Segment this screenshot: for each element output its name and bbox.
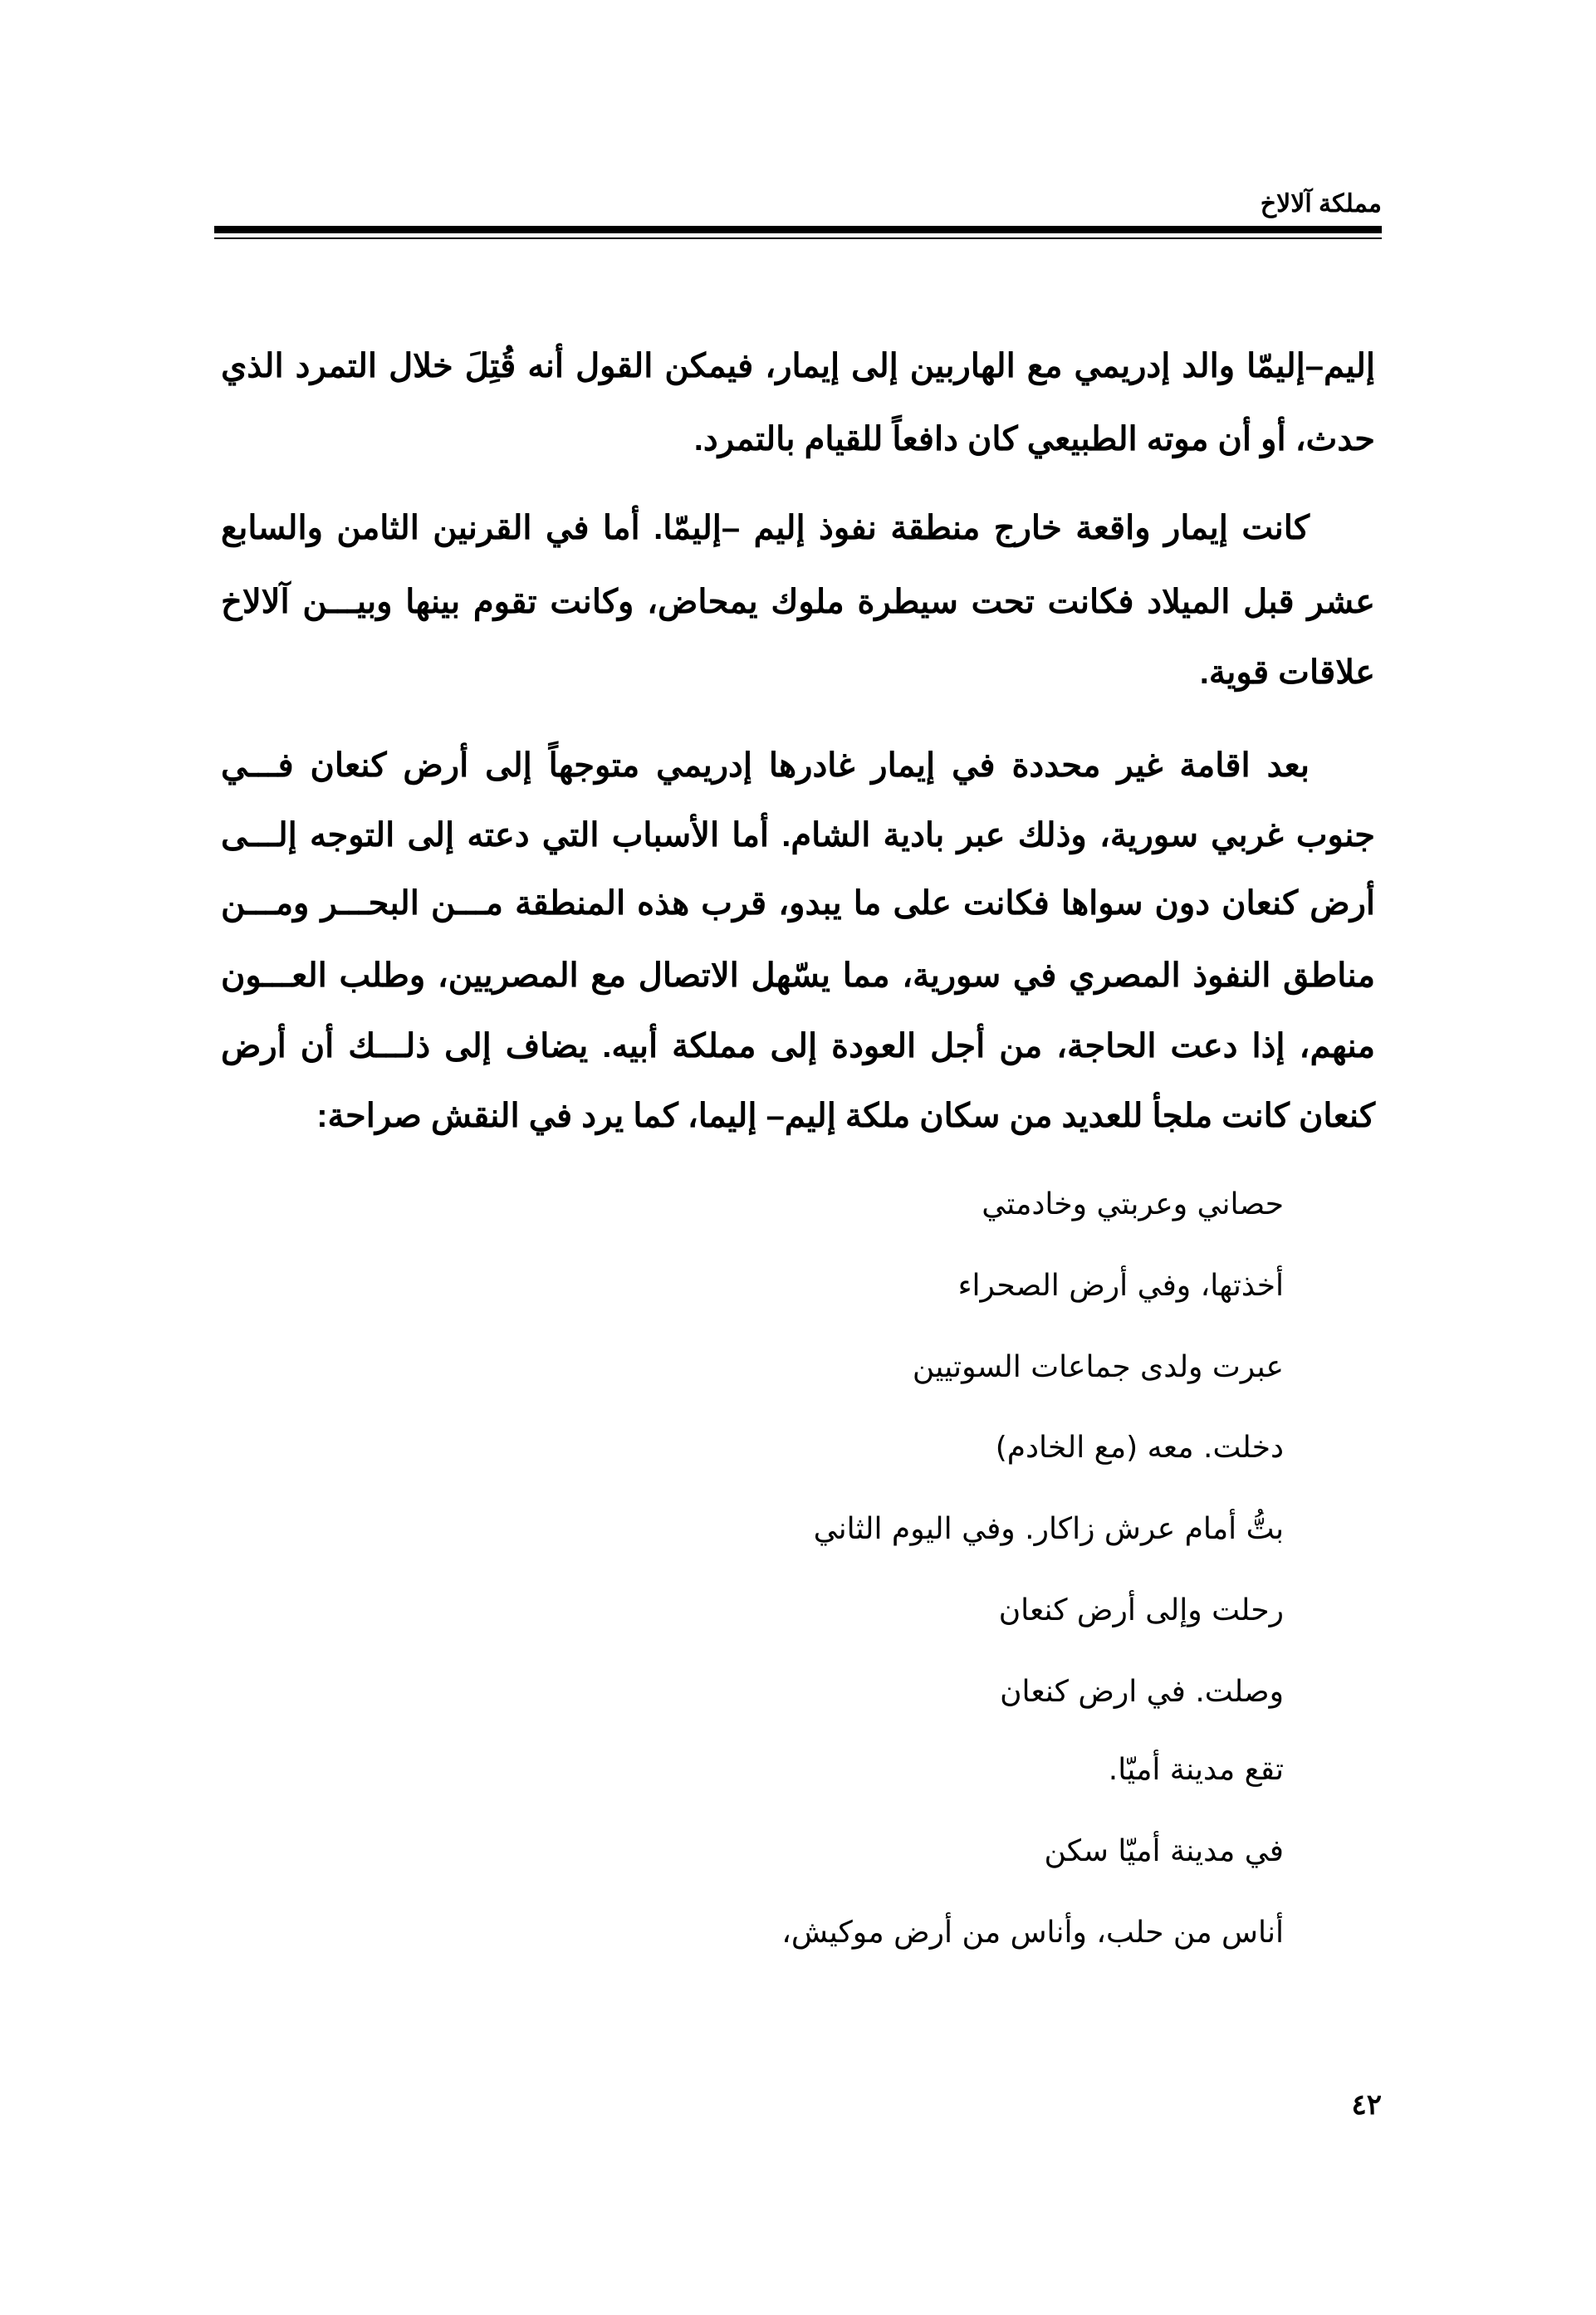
poem-line: رحلت وإلى أرض كنعان xyxy=(998,1593,1284,1627)
page-number: ٤٢ xyxy=(1351,2089,1382,2121)
poem-line: حصاني وعربتي وخادمتي xyxy=(982,1187,1284,1221)
poem-line: أناس من حلب، وأناس من أرض موكيش، xyxy=(781,1916,1284,1950)
poem-line: بتُّ أمام عرش زاكار. وفي اليوم الثاني xyxy=(813,1512,1284,1546)
header-title: مملكة آلالاخ xyxy=(1260,190,1382,218)
paragraph-2-line-2: عشر قبل الميلاد فكانت تحت سيطرة ملوك يمحاض، وكانت تقوم بينها وبيـــن آلالاخ xyxy=(221,584,1375,620)
paragraph-3-line-4: مناطق النفوذ المصري في سورية، مما يسّهل الاتصال مع المصريين، وطلب العـــون xyxy=(221,957,1375,994)
paragraph-3-line-3: أرض كنعان دون سواها فكانت على ما يبدو، قرب هذه المنطقة مـــن البحـــر ومـــن xyxy=(221,885,1375,922)
poem-line: في مدينة أميّا سكن xyxy=(1044,1834,1284,1868)
poem-line: عبرت ولدى جماعات السوتيين xyxy=(912,1350,1284,1384)
paragraph-2-line-1: كانت إيمار واقعة خارج منطقة نفوذ إليم –إليمّا. أما في القرنين الثامن والسابع xyxy=(221,510,1310,546)
paragraph-3-line-2: جنوب غربي سورية، وذلك عبر بادية الشام. أما الأسباب التي دعته إلى التوجه إلـــى xyxy=(221,817,1375,854)
poem-line: تقع مدينة أميّا. xyxy=(1108,1753,1284,1787)
paragraph-3-line-1: بعد اقامة غير محددة في إيمار غادرها إدريمي متوجهاً إلى أرض كنعان فـــي xyxy=(221,747,1310,784)
poem-line: أخذتها، وفي أرض الصحراء xyxy=(957,1269,1284,1303)
paragraph-2-line-3: علاقات قوية. xyxy=(1199,654,1375,691)
paragraph-1-line-1: إليم–إليمّا والد إدريمي مع الهاربين إلى إيمار، فيمكن القول أنه قُتِلَ خلال التمرد الذي xyxy=(221,348,1375,384)
header-rule xyxy=(214,226,1382,233)
poem-line: دخلت. معه (مع الخادم) xyxy=(995,1431,1284,1465)
header-rule-thin xyxy=(214,237,1382,239)
paragraph-3-line-5: منهم، إذا دعت الحاجة، من أجل العودة إلى مملكة أبيه. يضاف إلى ذلـــك أن أرض xyxy=(221,1028,1375,1065)
paragraph-3-line-6: كنعان كانت ملجأ للعديد من سكان ملكة إليم– إليما، كما يرد في النقش صراحة: xyxy=(316,1098,1375,1134)
paragraph-1-line-2: حدث، أو أن موته الطبيعي كان دافعاً للقيام بالتمرد. xyxy=(693,421,1375,458)
poem-line: وصلت. في ارض كنعان xyxy=(1000,1675,1284,1709)
